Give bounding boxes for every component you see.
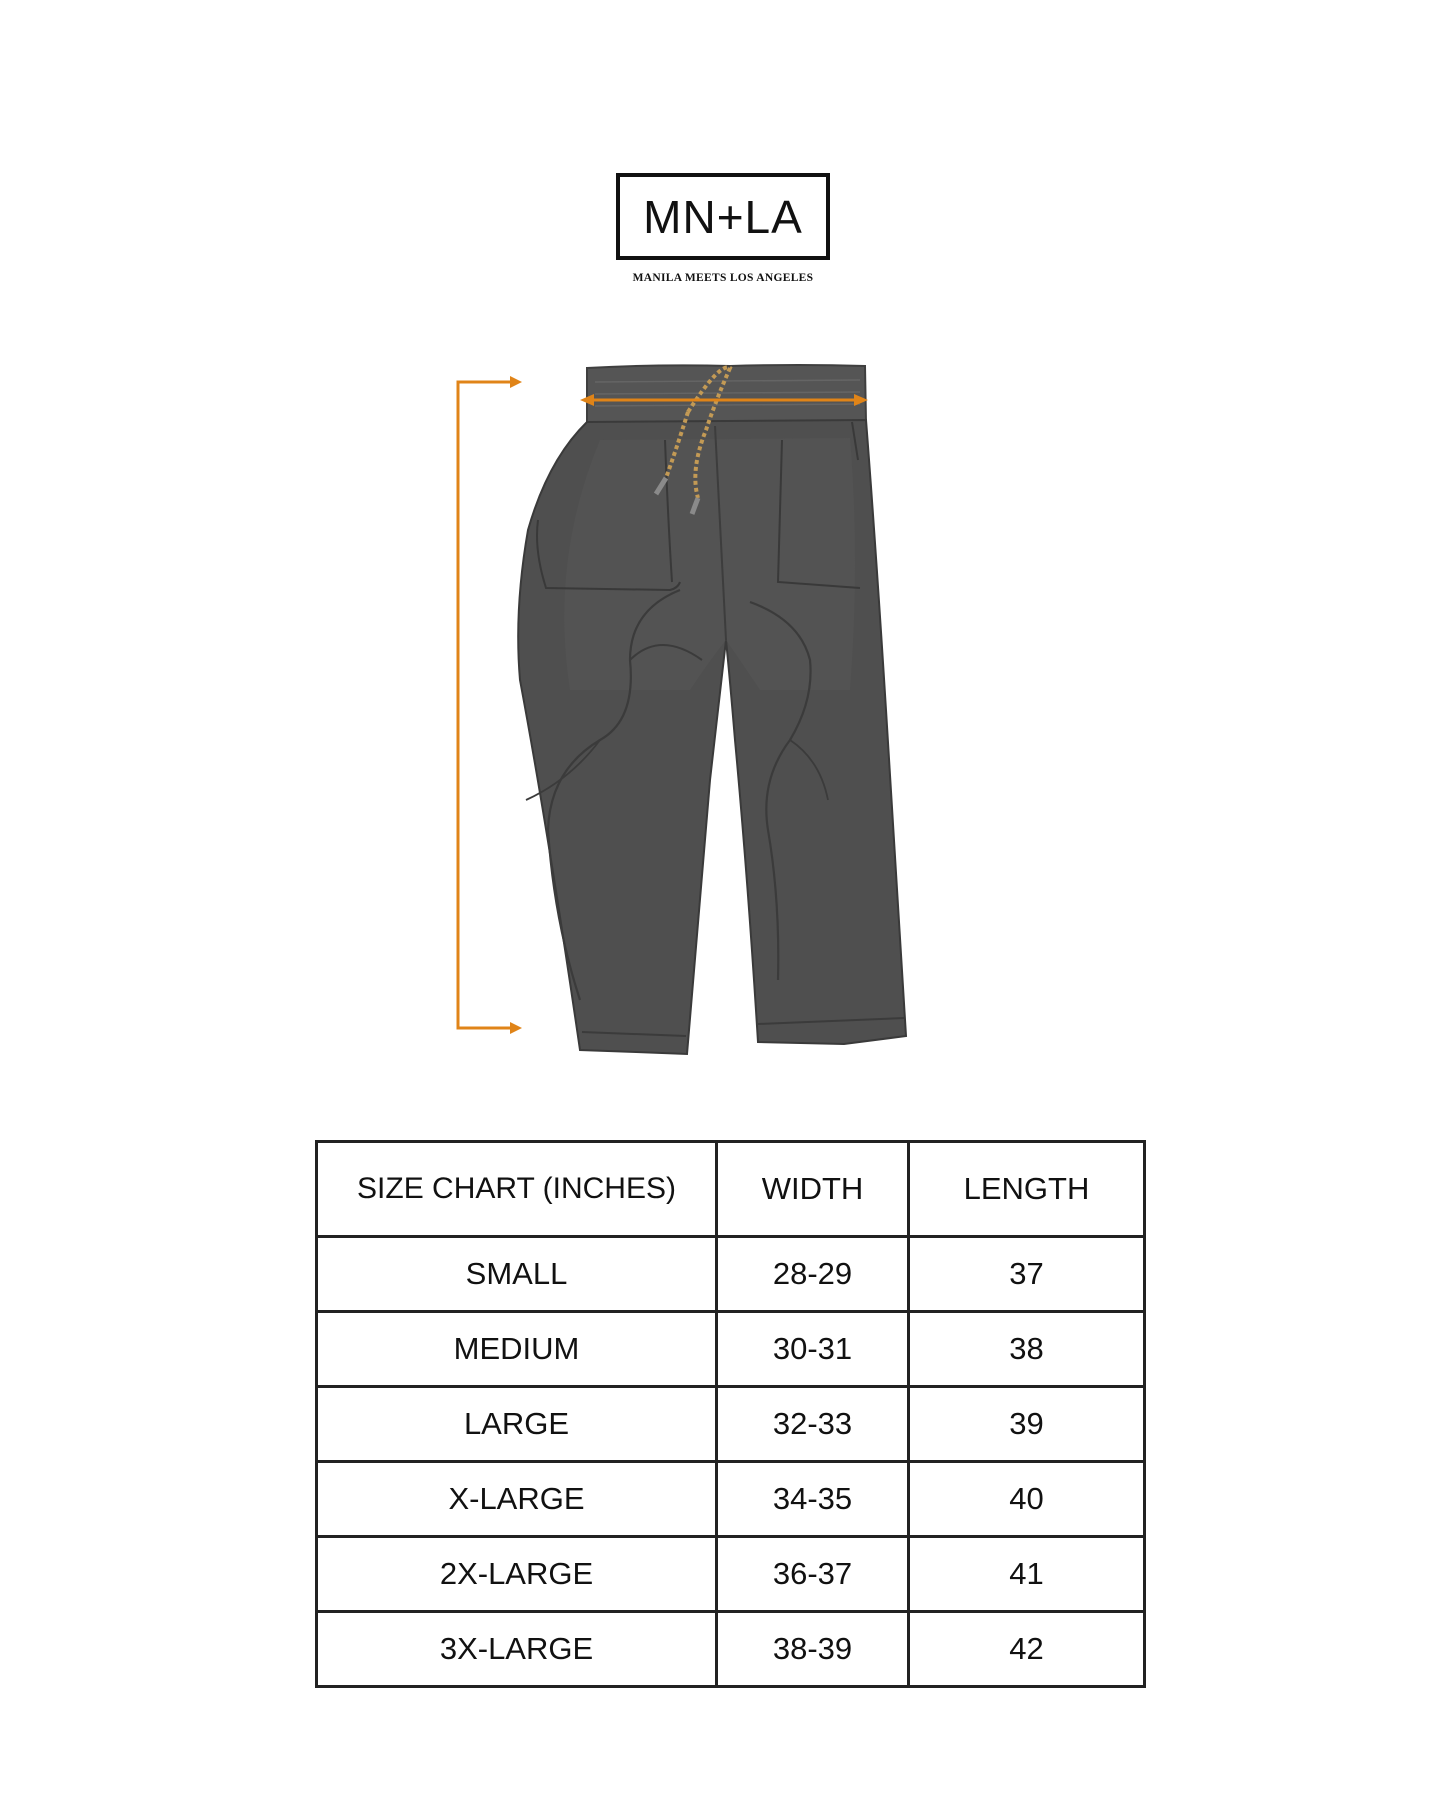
table-row <box>317 1237 1145 1312</box>
header-size-chart: SIZE CHART (INCHES) <box>317 1142 717 1237</box>
table-row <box>317 1312 1145 1387</box>
length-cell: 37 <box>909 1237 1145 1312</box>
brand-logo-text: MN+LA <box>643 190 803 243</box>
width-cell: 34-35 <box>717 1462 909 1537</box>
width-cell: 38-39 <box>717 1612 909 1687</box>
length-cell: 40 <box>909 1462 1145 1537</box>
table-row <box>317 1462 1145 1537</box>
pants-measurement-figure <box>430 360 970 1060</box>
length-cell: 41 <box>909 1537 1145 1612</box>
width-cell: 28-29 <box>717 1237 909 1312</box>
size-cell: MEDIUM <box>317 1312 717 1387</box>
width-cell: 32-33 <box>717 1387 909 1462</box>
length-measure-arrow <box>458 376 522 1034</box>
header-width: WIDTH <box>717 1142 909 1237</box>
table-header-row <box>317 1142 1145 1237</box>
size-cell: LARGE <box>317 1387 717 1462</box>
size-cell: X-LARGE <box>317 1462 717 1537</box>
length-cell: 42 <box>909 1612 1145 1687</box>
header-length: LENGTH <box>909 1142 1145 1237</box>
table-row <box>317 1537 1145 1612</box>
length-cell: 39 <box>909 1387 1145 1462</box>
brand-logo <box>616 173 830 260</box>
size-cell: 2X-LARGE <box>317 1537 717 1612</box>
size-cell: SMALL <box>317 1237 717 1312</box>
table-row <box>317 1612 1145 1687</box>
size-cell: 3X-LARGE <box>317 1612 717 1687</box>
width-cell: 36-37 <box>717 1537 909 1612</box>
length-cell: 38 <box>909 1312 1145 1387</box>
brand-tagline: MANILA MEETS LOS ANGELES <box>632 272 814 284</box>
size-chart-table <box>315 1140 1146 1688</box>
pants-image <box>518 365 906 1054</box>
table-row <box>317 1387 1145 1462</box>
width-cell: 30-31 <box>717 1312 909 1387</box>
